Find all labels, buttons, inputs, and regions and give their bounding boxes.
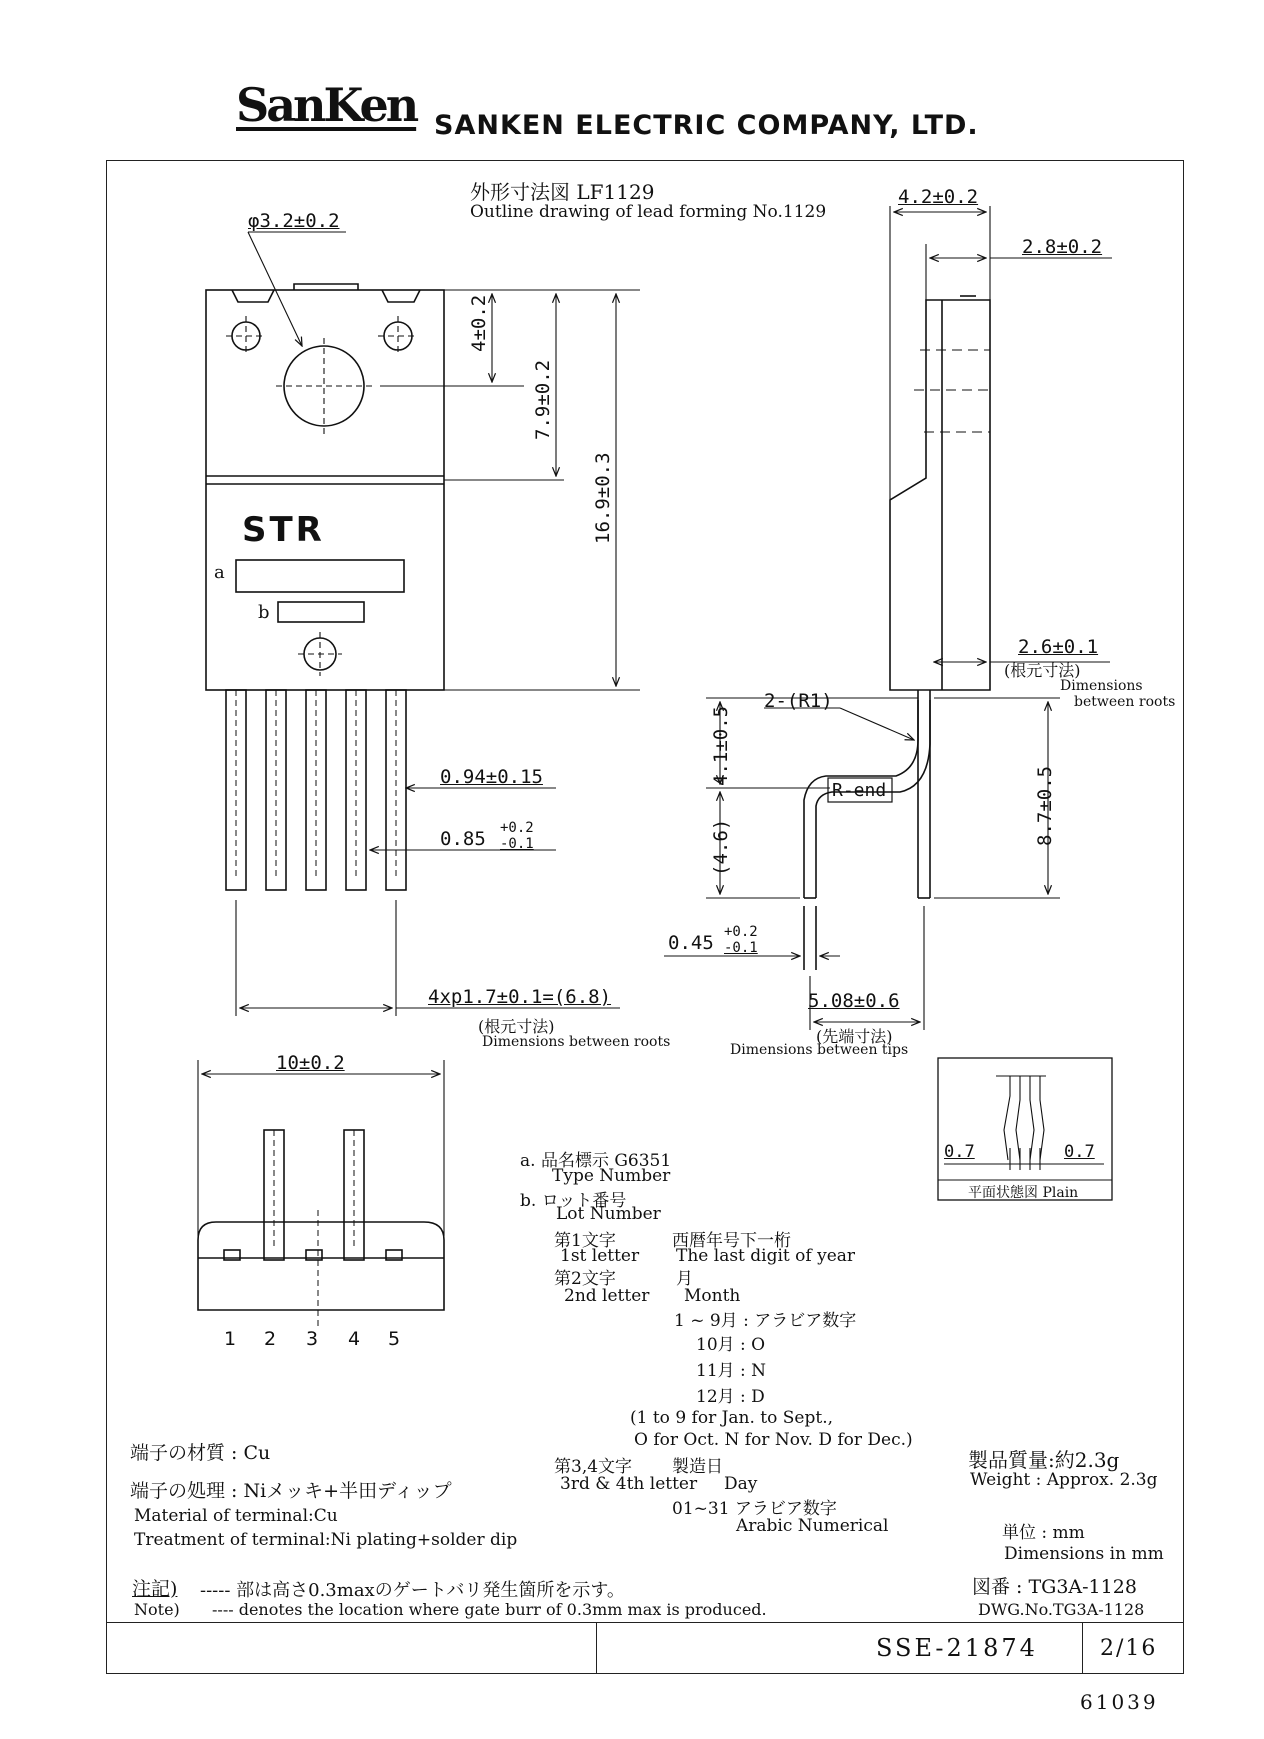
plain-view-box [938, 1058, 1112, 1200]
dim-4: 4±0.2 [468, 294, 490, 352]
pin-5: 5 [388, 1328, 401, 1350]
dim-5-08-jp: (先端寸法) [816, 1027, 893, 1046]
note-b-jp: b. ロット番号 [520, 1191, 627, 1211]
dim-pitch-jp: (根元寸法) [478, 1017, 555, 1036]
note-text-jp: ----- 部は高さ0.3maxのゲートバリ発生箇所を示す。 [200, 1580, 625, 1601]
dim-7-9: 7.9±0.2 [532, 359, 554, 440]
title-en: Outline drawing of lead forming No.1129 [470, 202, 827, 222]
dim-5-08-en: Dimensions between tips [730, 1042, 909, 1058]
note-second-en-desc: Month [684, 1286, 741, 1306]
dim-4-6: (4.6) [710, 818, 732, 876]
note-month-1-9: 1 ~ 9月 : アラビア数字 [674, 1311, 857, 1331]
note-month-11: 11月 : N [696, 1361, 767, 1381]
dim-4-1: 4.1±0.5 [710, 705, 732, 786]
dim-16-9: 16.9±0.3 [592, 452, 614, 544]
note-first-jp: 第1文字 [554, 1231, 616, 1251]
dim-0-85: 0.85 [440, 828, 486, 850]
dim-0-45-tol-plus: +0.2 [724, 924, 758, 940]
drawing-no-en: DWG.No.TG3A-1128 [978, 1600, 1145, 1619]
pin-2: 2 [264, 1328, 277, 1350]
dim-2-8: 2.8±0.2 [1022, 236, 1103, 258]
weight-en: Weight : Approx. 2.3g [970, 1470, 1158, 1490]
note-day-range: 01~31 アラビア数字 [672, 1499, 837, 1519]
pin-4: 4 [348, 1328, 361, 1350]
note-text-en: ---- denotes the location where gate burr of 0.3mm max is produced. [212, 1600, 767, 1619]
drawing-no-jp: 図番 : TG3A-1128 [972, 1576, 1137, 1598]
label-b: b [258, 602, 270, 623]
dim-r-end: R-end [832, 780, 887, 801]
label-a: a [214, 562, 225, 583]
terminal-material-en: Material of terminal:Cu [134, 1506, 338, 1526]
note-month-legend-2: O for Oct. N for Nov. D for Dec.) [634, 1430, 913, 1450]
note-day-en: Arabic Numerical [736, 1516, 889, 1536]
title-jp: 外形寸法図 LF1129 [470, 180, 655, 204]
note-third-en: 3rd & 4th letter [560, 1474, 698, 1494]
plain-caption: 平面状態図 Plain [968, 1185, 1079, 1201]
dim-r1: 2-(R1) [764, 690, 833, 712]
front-leads [226, 690, 406, 890]
note-month-legend-1: (1 to 9 for Jan. to Sept., [630, 1408, 834, 1428]
marking-box-b [278, 602, 364, 622]
bottom-number: 61039 [1080, 1690, 1159, 1714]
dim-2-6-en-2: between roots [1074, 694, 1176, 710]
brand-str: STR [242, 510, 325, 550]
note-first-en-desc: The last digit of year [676, 1246, 856, 1266]
note-b-en: Lot Number [556, 1204, 661, 1224]
note-month-12: 12月 : D [696, 1387, 765, 1407]
dim-10: 10±0.2 [276, 1052, 345, 1074]
package-bottom-view [198, 1222, 444, 1310]
terminal-treatment-jp: 端子の処理 : Niメッキ+半田ディップ [130, 1480, 452, 1502]
unit-jp: 単位 : mm [1002, 1523, 1085, 1543]
unit-en: Dimensions in mm [1004, 1544, 1164, 1564]
note-second-en: 2nd letter [564, 1286, 650, 1306]
dim-0-94: 0.94±0.15 [440, 766, 543, 788]
dim-4-2: 4.2±0.2 [898, 186, 979, 208]
dim-0-85-tol-minus: -0.1 [500, 836, 534, 852]
company-name: SANKEN ELECTRIC COMPANY, LTD. [434, 110, 979, 141]
note-second-jp-desc: 月 [676, 1269, 693, 1289]
note-third-jp: 第3,4文字 [554, 1457, 633, 1477]
plain-right-dim: 0.7 [1064, 1142, 1095, 1162]
note-a-en: Type Number [552, 1166, 671, 1186]
doc-number: SSE-21874 [876, 1634, 1038, 1662]
note-first-jp-desc: 西暦年号下一桁 [672, 1231, 791, 1251]
package-body-side [890, 300, 990, 690]
dim-5-08: 5.08±0.6 [808, 990, 900, 1012]
sanken-logo: SanKen [236, 78, 417, 132]
note-second-jp: 第2文字 [554, 1269, 616, 1289]
note-third-jp-desc: 製造日 [672, 1457, 723, 1477]
plain-left-dim: 0.7 [944, 1142, 975, 1162]
note-first-en: 1st letter [560, 1246, 640, 1266]
dim-pitch-en: Dimensions between roots [482, 1034, 671, 1050]
page-number: 2/16 [1100, 1636, 1158, 1661]
dim-0-45-tol-minus: -0.1 [724, 940, 758, 956]
dim-0-85-tol-plus: +0.2 [500, 820, 534, 836]
dim-2-6: 2.6±0.1 [1018, 636, 1099, 658]
note-third-en-desc: Day [724, 1474, 758, 1494]
weight-jp: 製品質量:約2.3g [968, 1448, 1120, 1472]
dim-pitch: 4xp1.7±0.1=(6.8) [428, 986, 612, 1008]
note-label-jp: 注記) [132, 1578, 178, 1600]
dim-2-6-jp: (根元寸法) [1004, 661, 1081, 680]
marking-box-a [236, 560, 404, 592]
dim-2-6-en-1: Dimensions [1060, 678, 1143, 694]
pin-3: 3 [306, 1328, 319, 1350]
terminal-treatment-en: Treatment of terminal:Ni plating+solder dip [134, 1530, 518, 1550]
terminal-material-jp: 端子の材質 : Cu [130, 1442, 271, 1464]
dim-8-7: 8.7±0.5 [1034, 765, 1056, 846]
note-a-jp: a. 品名標示 G6351 [520, 1151, 672, 1171]
dim-hole-diameter: φ3.2±0.2 [248, 210, 340, 232]
note-month-10: 10月 : O [696, 1335, 766, 1355]
pin-1: 1 [224, 1328, 237, 1350]
note-label-en: Note) [134, 1600, 180, 1619]
dim-0-45: 0.45 [668, 932, 714, 954]
